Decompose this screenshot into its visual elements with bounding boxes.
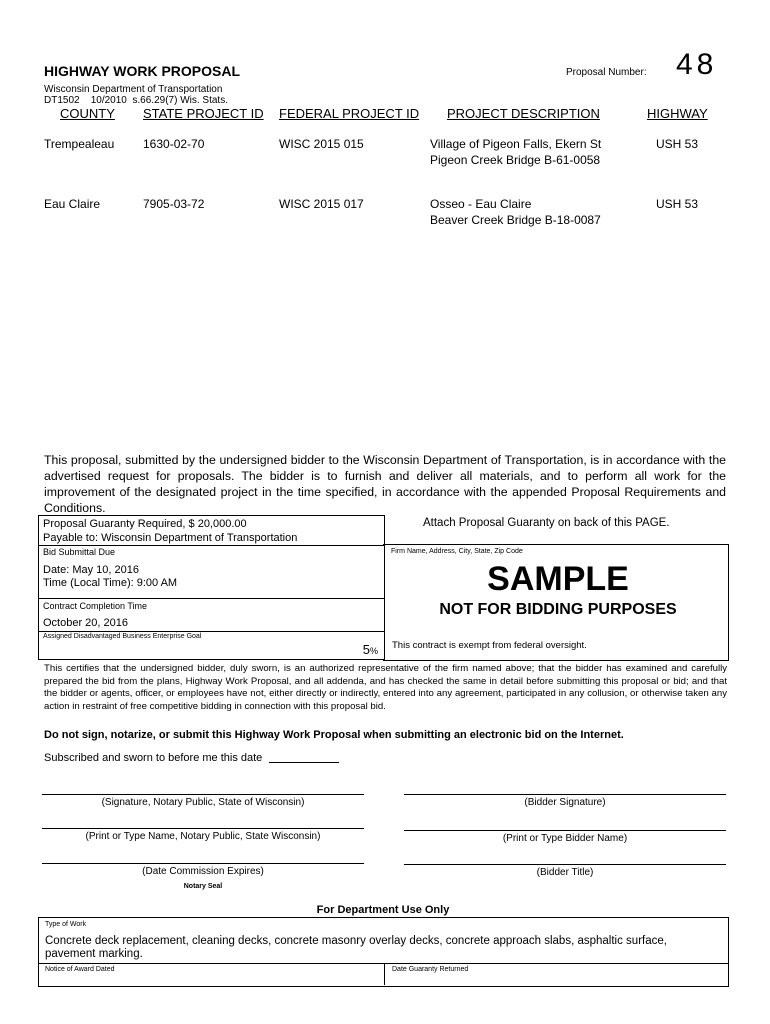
department-use-heading: For Department Use Only [316, 904, 450, 916]
electronic-bid-warning: Do not sign, notarize, or submit this Highway Work Proposal when submitting an electronic bid on the Internet. [44, 729, 624, 741]
notary-signature-label: (Signature, Notary Public, State of Wisconsin) [101, 797, 305, 808]
completion-box [38, 598, 385, 632]
bidder-signature-line[interactable] [404, 794, 726, 795]
bidder-signature-label: (Bidder Signature) [524, 797, 606, 808]
date-guaranty-returned-label: Date Guaranty Returned [392, 966, 469, 973]
notary-name-label: (Print or Type Name, Notary Public, State Wisconsin) [85, 831, 321, 842]
dbe-goal [363, 642, 378, 657]
sworn-statement [44, 752, 339, 764]
row1-description [430, 136, 601, 168]
row2-federal-id: WISC 2015 017 [279, 197, 364, 211]
row2-description [430, 196, 601, 228]
form-title: HIGHWAY WORK PROPOSAL [44, 63, 241, 79]
col-header-state-project-id: STATE PROJECT ID [143, 106, 264, 121]
proposal-number-label: Proposal Number: [566, 67, 647, 78]
firm-label: Firm Name, Address, City, State, Zip Code [391, 548, 523, 555]
dbe-label: Assigned Disadvantaged Business Enterprise Goal [43, 633, 202, 640]
row2-highway: USH 53 [656, 197, 699, 211]
bidder-name-line[interactable] [404, 830, 726, 831]
notary-name-line[interactable] [42, 828, 364, 829]
notary-signature-line[interactable] [42, 794, 364, 795]
row2-state-id: 7905-03-72 [143, 197, 205, 211]
row1-description-line2: Pigeon Creek Bridge B-61-0058 [430, 153, 601, 167]
bid-due-time: Time (Local Time): 9:00 AM [43, 577, 178, 589]
attach-guaranty-note: Attach Proposal Guaranty on back of this PAGE. [423, 517, 670, 529]
row1-federal-id: WISC 2015 015 [279, 137, 364, 151]
notary-seal-label: Notary Seal [183, 883, 223, 890]
guaranty-required: Proposal Guaranty Required, $ 20,000.00 [43, 518, 247, 530]
not-for-bidding-watermark: NOT FOR BIDDING PURPOSES [439, 601, 677, 618]
row2-county: Eau Claire [44, 197, 101, 211]
sworn-date-line[interactable] [269, 762, 339, 763]
row2-description-line2: Beaver Creek Bridge B-18-0087 [430, 213, 601, 227]
col-header-highway: HIGHWAY [647, 106, 708, 121]
col-header-county: COUNTY [60, 106, 115, 121]
bid-due-box [38, 544, 385, 599]
dbe-box [38, 631, 385, 660]
type-of-work-value: Concrete deck replacement, cleaning decks, concrete masonry overlay decks, concrete approach slabs, asphaltic surface, pavement marking. [45, 935, 667, 960]
bidder-name-label: (Print or Type Bidder Name) [502, 833, 628, 844]
bid-due-date: Date: May 10, 2016 [43, 564, 140, 576]
bidder-title-line[interactable] [404, 864, 726, 865]
bid-due-label: Bid Submittal Due [43, 547, 116, 557]
col-header-federal-project-id: FEDERAL PROJECT ID [279, 106, 420, 121]
col-header-project-description: PROJECT DESCRIPTION [447, 106, 600, 121]
row1-description-line1: Village of Pigeon Falls, Ekern St [430, 137, 602, 151]
notice-of-award-label: Notice of Award Dated [45, 966, 115, 973]
row1-state-id: 1630-02-70 [143, 137, 205, 151]
row1-highway: USH 53 [656, 137, 699, 151]
commission-expires-line[interactable] [42, 863, 364, 864]
department-use-box [38, 917, 729, 987]
completion-date: October 20, 2016 [43, 617, 129, 629]
form-number: DT1502 10/2010 s.66.29(7) Wis. Stats. [44, 95, 228, 106]
guaranty-payable: Payable to: Wisconsin Department of Transportation [43, 532, 298, 544]
dbe-goal-unit: % [369, 646, 378, 656]
department-info [44, 84, 228, 106]
guaranty-box [38, 515, 385, 546]
sample-watermark: SAMPLE [487, 560, 629, 598]
completion-label: Contract Completion Time [43, 601, 148, 611]
commission-expires-label: (Date Commission Expires) [142, 866, 264, 877]
intro-paragraph: This proposal, submitted by the undersigned bidder to the Wisconsin Department of Transportation, is in accordance with the advertised request for proposals. The bidder is to furnish and deliver all materials, and to perform all work for the improvement of the designated project in the time specified, in accordance with the appended Proposal Requirements and Conditions. [44, 453, 726, 515]
row1-county: Trempealeau [44, 137, 115, 151]
dbe-goal-value: 5 [362, 642, 370, 657]
exempt-note: This contract is exempt from federal oversight. [392, 640, 587, 651]
row2-description-line1: Osseo - Eau Claire [430, 197, 532, 211]
bidder-title-label: (Bidder Title) [536, 867, 594, 878]
certification-text: This certifies that the undersigned bidder, duly sworn, is an authorized representative of the firm named above; that the bidder has examined and carefully prepared the bid from the plans, Highway Work Proposal, and all addenda, and has checked the same in detail before submitting this proposal or bid; and that the bidder or agents, officer, or employees have not, either directly or indirectly, entered into any agreement, participated in any collusion, or otherwise taken any action in restraint of free competitive bidding in connection with this proposal bid. [44, 663, 727, 712]
department-name: Wisconsin Department of Transportation [44, 84, 223, 95]
sworn-label: Subscribed and sworn to before me this date [44, 752, 263, 764]
award-column-divider [384, 963, 385, 985]
type-of-work-label: Type of Work [45, 921, 87, 928]
proposal-number: 48 [676, 48, 718, 81]
